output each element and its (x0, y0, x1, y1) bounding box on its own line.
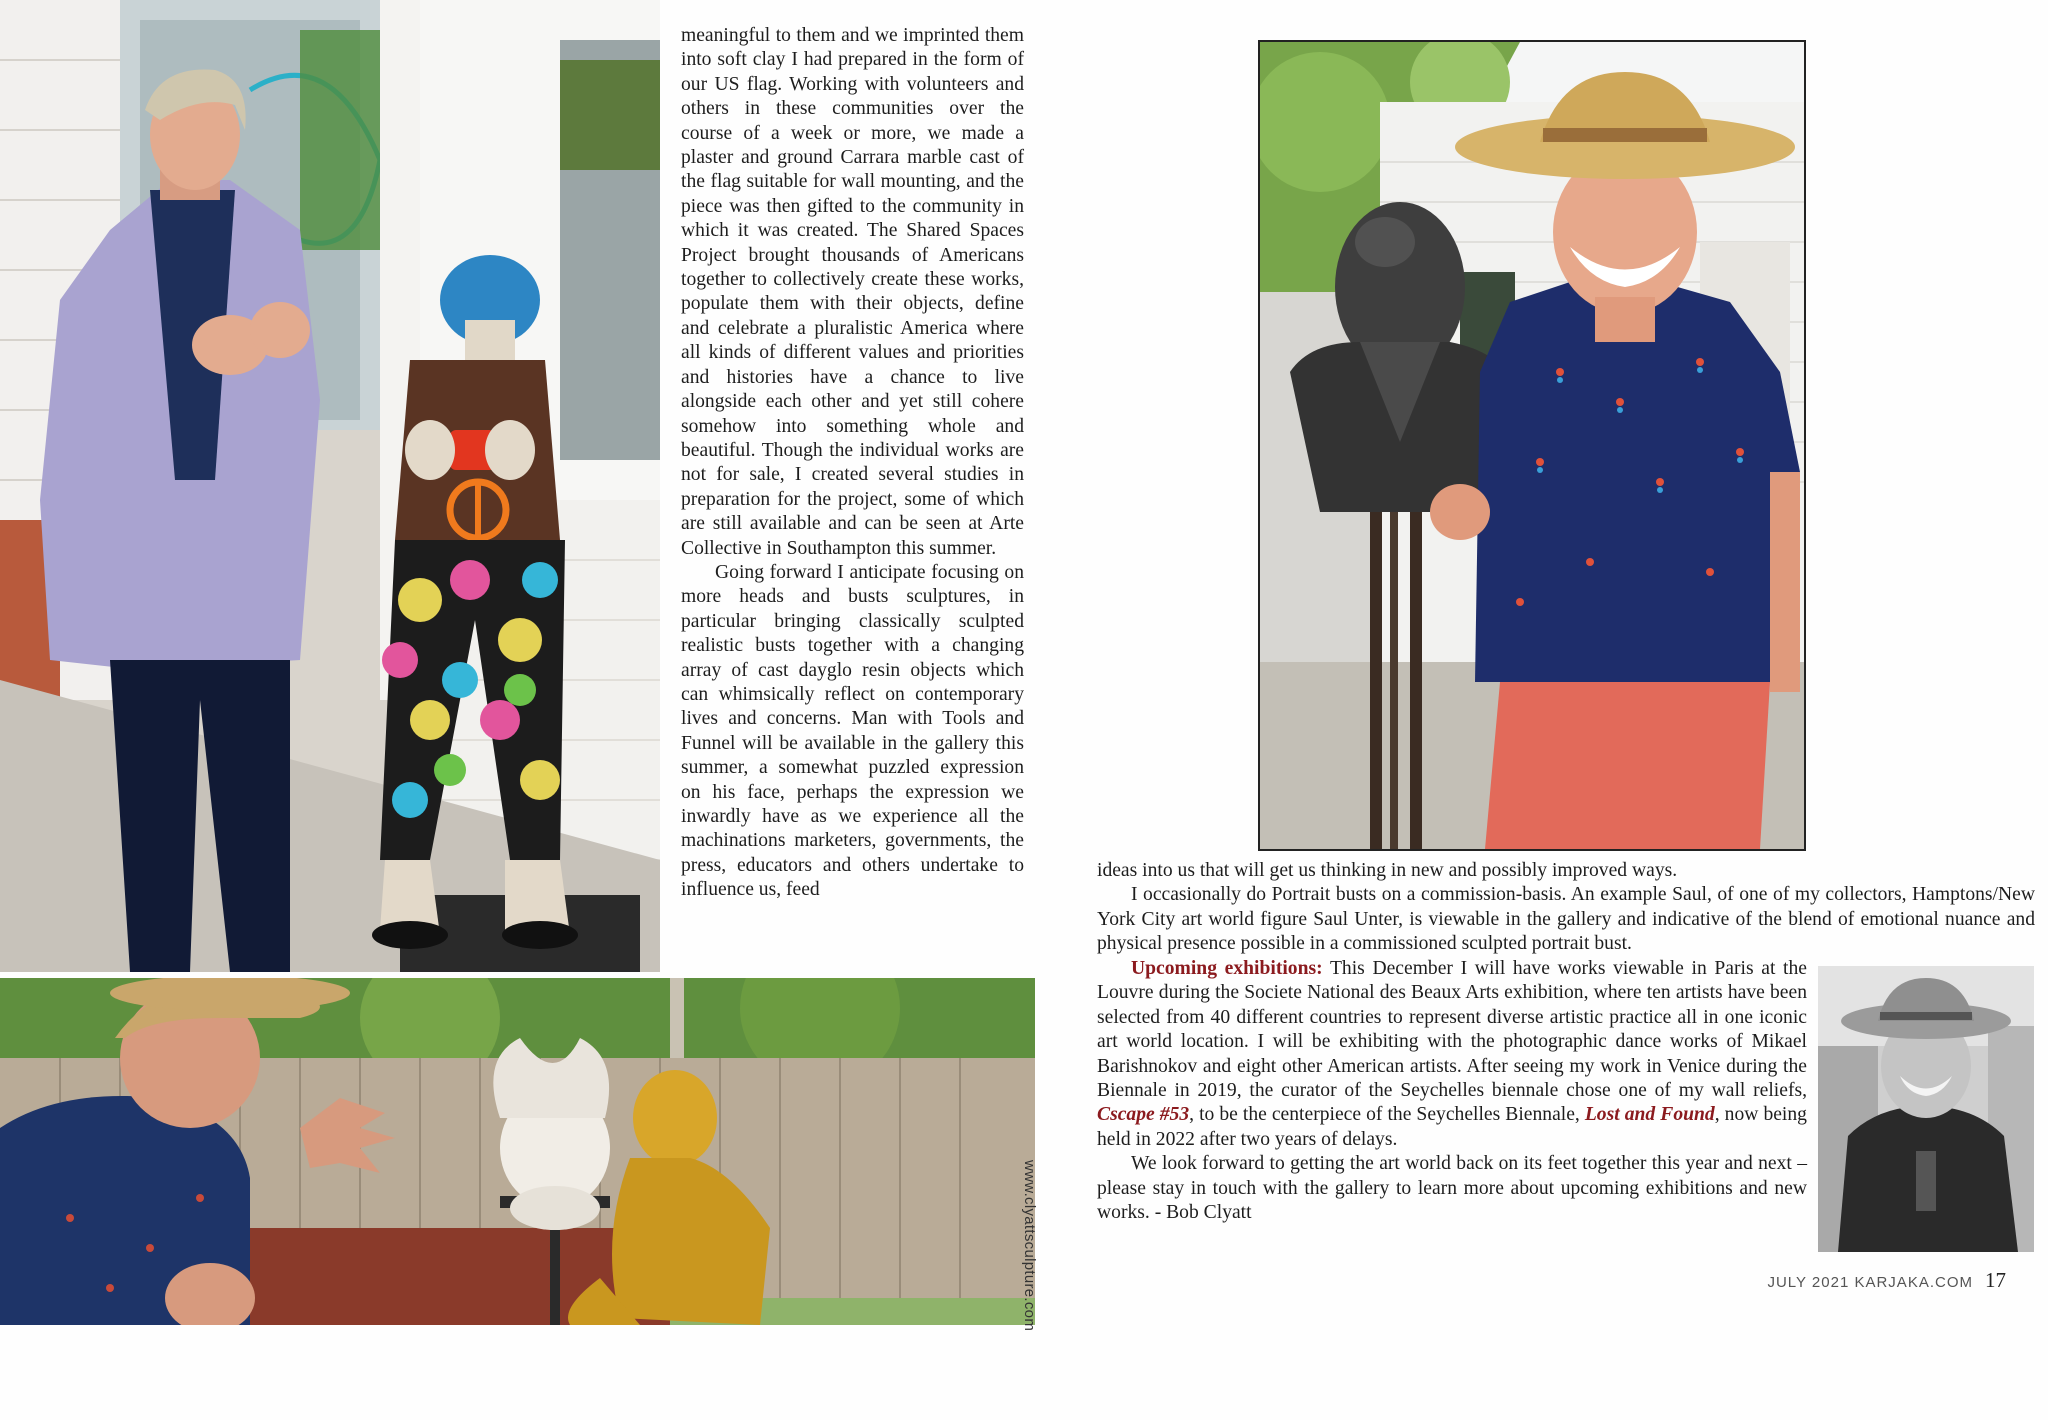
photo-artist-sculpture-garden (0, 978, 1035, 1325)
article-column-2-top (1097, 859, 2035, 957)
article-column-1 (681, 24, 1024, 903)
article-paragraph: I occasionally do Portrait busts on a commission-basis. An example Saul, of one of my collectors, Hamptons/New York City art world figure Saul Unter, is viewable in the gallery and indicative of the blend of emotional nuance and physical presence possible in a commissioned sculpted portrait bust. (1097, 884, 2035, 955)
page-folio (1767, 1268, 2006, 1293)
work-title-cscape: Cscape #53 (1097, 1104, 1190, 1126)
photo-bronze-bust-image (1260, 42, 1804, 849)
photo-artist-with-statue (0, 0, 660, 972)
sidebar-url: www.clyattsculpture.com (1021, 1160, 1038, 1332)
article-paragraph: Going forward I anticipate focusing on more heads and busts sculptures, in particular bringing classically sculpted realistic busts together with a changing array of cast dayglo resin objects which can whimsically reflect on contemporary lives and concerns. Man with Tools and Funnel will be available in the gallery this summer, a somewhat puzzled expression on his face, perhaps the expression we inwardly have as we experience all the machinations marketers, governments, the press, educators and others undertake to influence us, feed (681, 561, 1024, 901)
article-paragraph: ideas into us that will get us thinking in new and possibly improved ways. (1097, 860, 1678, 881)
closing-paragraph: We look forward to getting the art world back on its feet together this year and next – please stay in touch with the gallery to learn more about upcoming exhibitions and new works. - Bob Clyatt (1097, 1153, 1807, 1224)
photo-portrait-bw-image (1818, 966, 2034, 1252)
photo-artist-with-bronze-bust (1258, 40, 1806, 851)
photo-sculpture-garden-image (0, 978, 1035, 1325)
photo-artist-with-statue-image (0, 0, 660, 972)
article-paragraph: meaningful to them and we imprinted them into soft clay I had prepared in the form of our US flag. Working with volunteers and others in these communities over the course of a week or more, we made a plaster and ground Carrara marble cast of the flag suitable for wall mounting, and the piece was then gifted to the community in which it was created. The Shared Spaces Project brought thousands of Americans together to collectively create these works, populate them with their objects, define and celebrate a pluralistic America where all kinds of different values and priorities and histories have a chance to live alongside each other and yet still cohere somehow into something whole and beautiful. Though the individual works are not for sale, I created several studies in preparation for the project, some of which are still available and can be seen at Arte Collective in Southampton this summer. (681, 25, 1024, 559)
upcoming-text-2: , to be the centerpiece of the Seychelles Biennale, (1189, 1104, 1585, 1126)
folio-issue: JULY 2021 KARJAKA.COM (1767, 1274, 1973, 1291)
folio-page-number: 17 (1985, 1268, 2006, 1292)
article-column-2-bottom (1097, 957, 1807, 1225)
upcoming-exhibitions-paragraph (1097, 957, 1807, 1152)
work-title-lost-and-found: Lost and Found (1584, 1104, 1715, 1126)
upcoming-text-1: This December I will have works viewable in Paris at the Louvre during the Societe National des Beaux Arts exhibition, where ten artists have been selected from 40 different countries to represent diverse artistic practice all in one iconic art world location. I will be exhibiting with the photographic dance works of Mikael Barishnokov and eight other American artists. After seeing my work in Venice during the Biennale in 2019, the curator of the Seychelles biennale chose one of my wall reliefs, (1097, 958, 1807, 1102)
upcoming-text-3: , now being held in 2022 after two years of delays. (1097, 1104, 1807, 1150)
photo-artist-portrait-bw (1818, 966, 2034, 1252)
upcoming-exhibitions-lead: Upcoming exhibitions: (1131, 958, 1323, 979)
